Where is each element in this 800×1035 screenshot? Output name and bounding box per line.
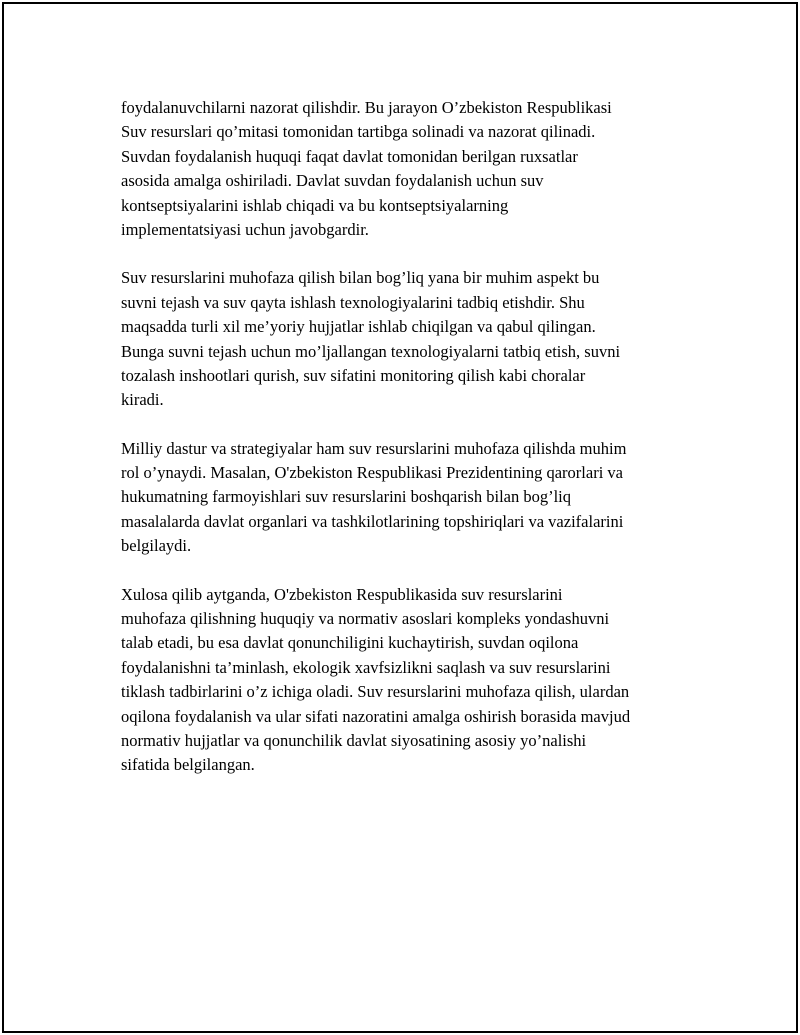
document-body (121, 96, 696, 802)
text-line: foydalanuvchilarni nazorat qilishdir. Bu jarayon O’zbekiston Respublikasi (121, 98, 612, 117)
text-line: foydalanishni ta’minlash, ekologik xavfsizlikni saqlash va suv resurslarini (121, 657, 611, 677)
text-line: Suvdan foydalanish huquqi faqat davlat tomonidan berilgan ruxsatlar (121, 146, 578, 166)
text-line: Xulosa qilib aytganda, O'zbekiston Respublikasida suv resurslarini (121, 584, 563, 604)
text-line: sifatida belgilangan. (121, 755, 255, 775)
text-line: talab etadi, bu esa davlat qonunchiligini kuchaytirish, suvdan oqilona (121, 633, 579, 653)
text-line: tiklash tadbirlarini o’z ichiga oladi. Suv resurslarini muhofaza qilish, ulardan (121, 682, 630, 702)
text-line: Suv resurslari qo’mitasi tomonidan tartibga solinadi va nazorat qilinadi. (121, 122, 596, 142)
text-line: hukumatning farmoyishlari suv resurslarini boshqarish bilan bog’liq (121, 487, 572, 507)
text-line: kiradi. (121, 390, 164, 410)
text-line: tozalash inshootlari qurish, suv sifatini monitoring qilish kabi choralar (121, 365, 586, 385)
text-line: belgilaydi. (121, 536, 192, 556)
text-line: normativ hujjatlar va qonunchilik davlat siyosatining asosiy yo’nalishi (121, 730, 587, 750)
text-line: implementatsiyasi uchun javobgardir. (121, 219, 369, 239)
text-line: rol o’ynaydi. Masalan, O'zbekiston Respublikasi Prezidentining qarorlari va (121, 463, 623, 483)
text-line: kontseptsiyalarini ishlab chiqadi va bu kontseptsiyalarning (121, 195, 509, 215)
text-line: maqsadda turli xil me’yoriy hujjatlar ishlab chiqilgan va qabul qilingan. (121, 317, 596, 337)
text-line: masalalarda davlat organlari va tashkilotlarining topshiriqlari va vazifalarini (121, 511, 624, 531)
text-line: asosida amalga oshiriladi. Davlat suvdan foydalanish uchun suv (121, 171, 544, 191)
text-line: Suv resurslarini muhofaza qilish bilan bog’liq yana bir muhim aspekt bu (121, 268, 600, 288)
text-line: Bunga suvni tejash uchun mo’ljallangan texnologiyalarni tatbiq etish, suvni (121, 341, 621, 361)
paragraph-3 (121, 437, 696, 559)
text-line: suvni tejash va suv qayta ishlash texnologiyalarini tadbiq etishdir. Shu (121, 292, 585, 312)
text-line: Milliy dastur va strategiyalar ham suv resurslarini muhofaza qilishda muhim (121, 438, 627, 458)
paragraph-4 (121, 583, 696, 778)
page-frame (2, 2, 798, 1033)
paragraph-1 (121, 96, 696, 242)
paragraph-2 (121, 266, 696, 412)
text-line: oqilona foydalanish va ular sifati nazoratini amalga oshirish borasida mavjud (121, 706, 631, 726)
text-line: muhofaza qilishning huquqiy va normativ asoslari kompleks yondashuvni (121, 609, 610, 629)
